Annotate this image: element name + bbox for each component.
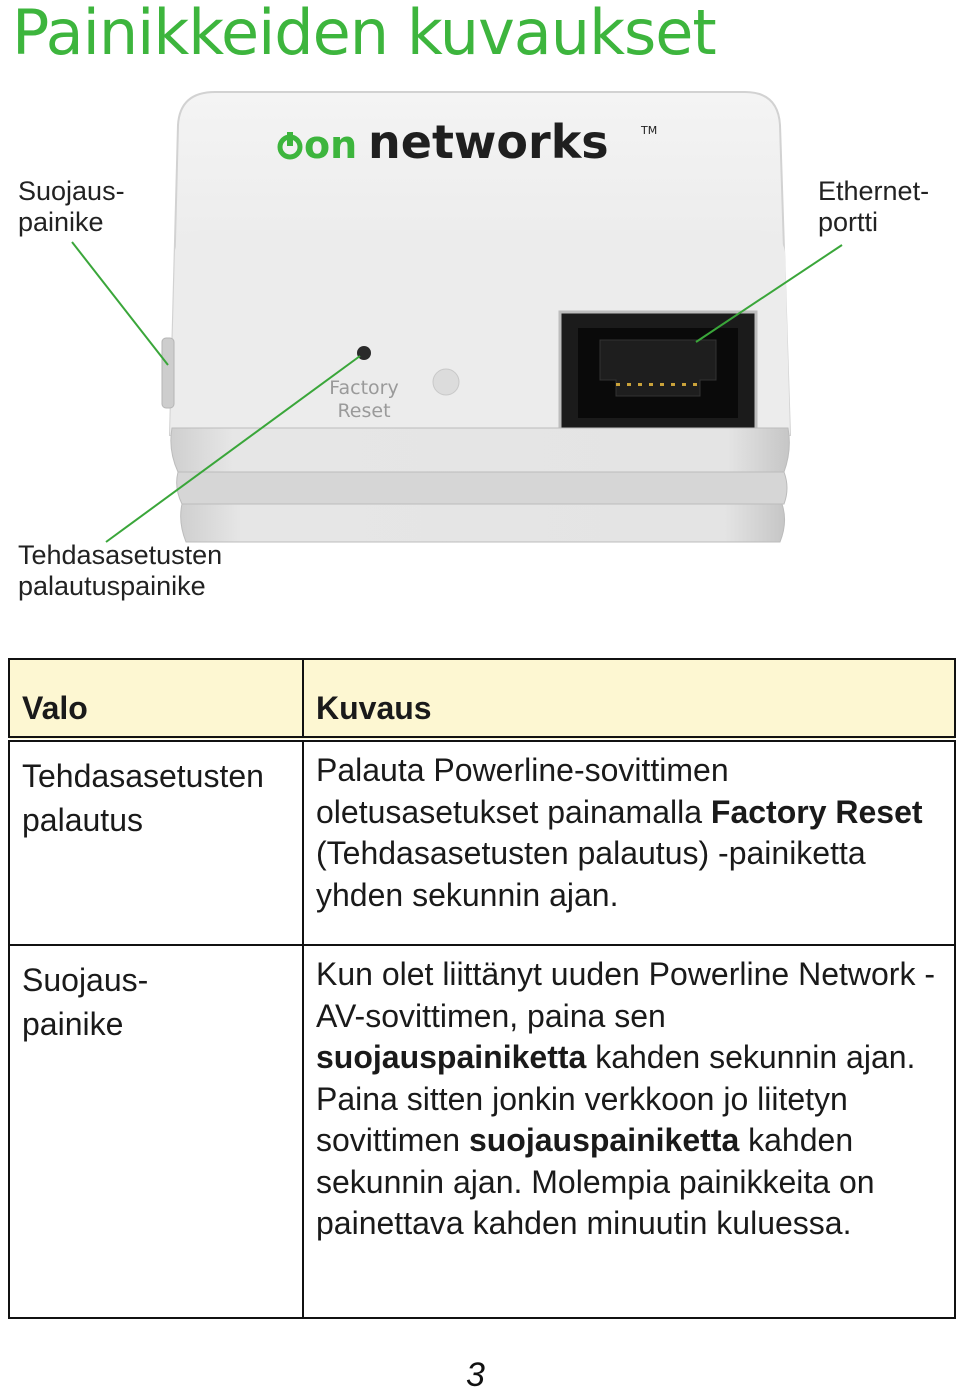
status-led <box>433 369 459 395</box>
table-row <box>9 739 955 945</box>
row-desc-security-button <box>303 945 955 1318</box>
factory-reset-label-line2: Reset <box>337 400 391 422</box>
desc-text: kahden sekunnin ajan. Molempia painikkeita on painettava kahden minuutin kuluessa. <box>316 1122 875 1241</box>
desc-text: Kun olet liittänyt uuden Powerline Network -AV-sovittimen, paina sen <box>316 956 935 1034</box>
callout-security-line2: painike <box>18 207 104 237</box>
callout-reset-line1: Tehdasasetusten <box>18 540 223 570</box>
security-button <box>162 338 174 408</box>
brand-logo-prefix: on <box>304 123 358 167</box>
device-lower-band-1 <box>171 428 789 472</box>
device-figure <box>0 80 960 620</box>
row-name-factory-reset <box>9 739 303 945</box>
brand-logo-name: networks <box>368 115 609 169</box>
brand-logo <box>280 115 657 169</box>
device-lower-band-2 <box>177 472 787 504</box>
row-name-line: Suojaus- <box>22 962 149 998</box>
factory-reset-pinhole <box>357 346 371 360</box>
powerline-adapter-illustration <box>0 80 960 620</box>
ethernet-port <box>560 312 756 434</box>
desc-bold-security: suojauspainiketta <box>468 1122 740 1158</box>
desc-bold-security: suojauspainiketta <box>316 1039 587 1075</box>
header-light: Valo <box>9 659 303 739</box>
callout-ethernet-port <box>818 176 929 238</box>
callout-security-button <box>18 176 125 238</box>
desc-text: (Tehdasasetusten palautus) -painiketta yhden sekunnin ajan. <box>316 835 866 913</box>
desc-text: Palauta Powerline-sovittimen oletusasetukset painamalla <box>316 752 729 830</box>
row-name-line: painike <box>22 1006 124 1042</box>
table-row <box>9 945 955 1318</box>
row-name-line: Tehdasasetusten <box>22 758 264 794</box>
desc-text: kahden sekunnin ajan. Paina sitten jonkin verkkoon jo liitetyn sovittimen <box>316 1039 916 1158</box>
device-lower-band-3 <box>181 504 785 542</box>
callout-line-security <box>72 242 168 365</box>
row-name-security-button <box>9 945 303 1318</box>
page-number: 3 <box>466 1356 485 1394</box>
callout-ethernet-line2: portti <box>818 207 879 237</box>
table-header-row <box>9 659 955 739</box>
callout-ethernet-line1: Ethernet- <box>818 176 930 206</box>
callout-security-line1: Suojaus- <box>18 176 125 206</box>
factory-reset-label-line1: Factory <box>329 377 399 399</box>
row-desc-factory-reset <box>303 739 955 945</box>
callout-factory-reset <box>18 540 222 602</box>
desc-bold-factory-reset: Factory Reset <box>710 793 923 830</box>
header-description: Kuvaus <box>303 659 955 739</box>
callout-reset-line2: palautuspainike <box>18 571 206 601</box>
row-name-line: palautus <box>22 802 143 838</box>
button-description-table <box>8 658 956 1319</box>
brand-logo-tm: TM <box>641 124 658 137</box>
page-title: Painikkeiden kuvaukset <box>12 0 716 69</box>
